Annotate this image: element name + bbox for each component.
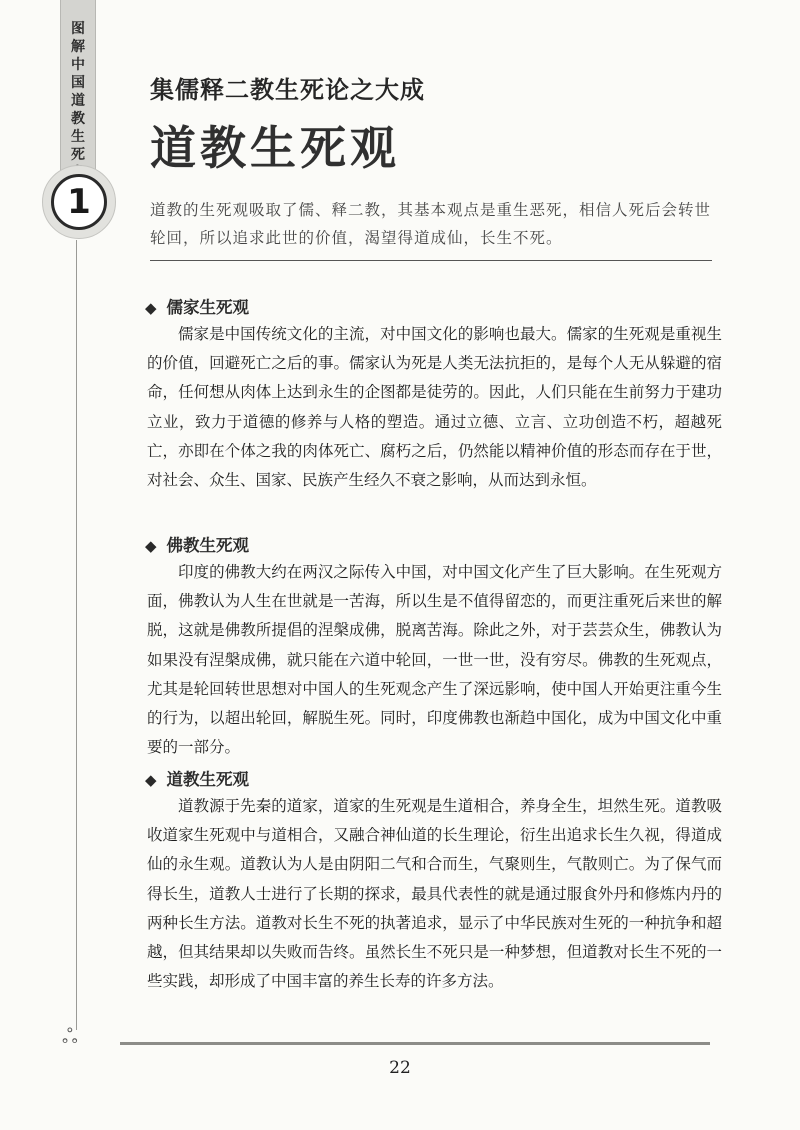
section-body-buddhist: 印度的佛教大约在两汉之际传入中国，对中国文化产生了巨大影响。在生死观方面，佛教认为人生在世就是一苦海，所以生是不值得留恋的，而更注重死后来世的解脱，这就是佛教所提倡的涅槃成佛，脱离苦海。除此之外，对于芸芸众生，佛教认为如果没有涅槃成佛，就只能在六道中轮回，一世一世，没有穷尽。佛教的生死观点，尤其是轮回转世思想对中国人的生死观念产生了深远影响，使中国人开始更注重今生的行为，以超出轮回，解脱生死。同时，印度佛教也渐趋中国化，成为中国文化中重要的一部分。 — [147, 563, 722, 757]
section-heading-text: 道教生死观 — [166, 770, 250, 789]
footer-divider — [120, 1042, 710, 1045]
diamond-bullet-icon: ◆ — [145, 537, 157, 555]
diamond-bullet-icon: ◆ — [145, 299, 157, 317]
intro-divider — [150, 260, 712, 261]
section-heading-text: 儒家生死观 — [166, 298, 250, 317]
side-margin-rule — [76, 240, 77, 1030]
series-tab — [60, 0, 96, 172]
diamond-bullet-icon: ◆ — [145, 771, 157, 789]
cloud-ornament-icon: ஃ — [62, 1024, 78, 1048]
section-body-taoist: 道教源于先秦的道家，道家的生死观是生道相合，养身全生，坦然生死。道教吸收道家生死观中与道相合，又融合神仙道的长生理论，衍生出追求长生久视，得道成仙的永生观。道教认为人是由阴阳二气和合而生，气聚则生，气散则亡。为了保气而得长生，道教人士进行了长期的探求，最具代表性的就是通过服食外丹和修炼内丹的两种长生方法。道教对长生不死的执著追求，显示了中华民族对生死的一种抗争和超越，但其结果却以失败而告终。虽然长生不死只是一种梦想，但道教对长生不死的一些实践，却形成了中国丰富的养生长寿的许多方法。 — [147, 797, 722, 991]
page-subtitle: 集儒释二教生死论之大成 — [150, 76, 425, 104]
page-title: 道教生死观 — [150, 121, 400, 175]
chapter-badge — [42, 165, 116, 239]
section-heading-text: 佛教生死观 — [166, 536, 250, 555]
intro-paragraph: 道教的生死观吸取了儒、释二教，其基本观点是重生恶死，相信人死后会转世轮回，所以追求此世的价值，渴望得道成仙，长生不死。 — [150, 201, 712, 247]
section-heading-confucian — [145, 294, 249, 318]
section-heading-taoist — [145, 766, 249, 790]
page-number: 22 — [389, 1058, 411, 1078]
chapter-number: 1 — [51, 174, 107, 230]
section-heading-buddhist — [145, 532, 249, 556]
series-title: 图 解 中 国 道 教 生 死 — [71, 21, 85, 163]
section-body-confucian: 儒家是中国传统文化的主流，对中国文化的影响也最大。儒家的生死观是重视生的价值，回避死亡之后的事。儒家认为死是人类无法抗拒的，是每个人无从躲避的宿命，任何想从肉体上达到永生的企图都是徒劳的。因此，人们只能在生前努力于建功立业，致力于道德的修养与人格的塑造。通过立德、立言、立功创造不朽，超越死亡，亦即在个体之我的肉体死亡、腐朽之后，仍然能以精神价值的形态而存在于世，对社会、众生、国家、民族产生经久不衰之影响，从而达到永恒。 — [147, 325, 722, 490]
